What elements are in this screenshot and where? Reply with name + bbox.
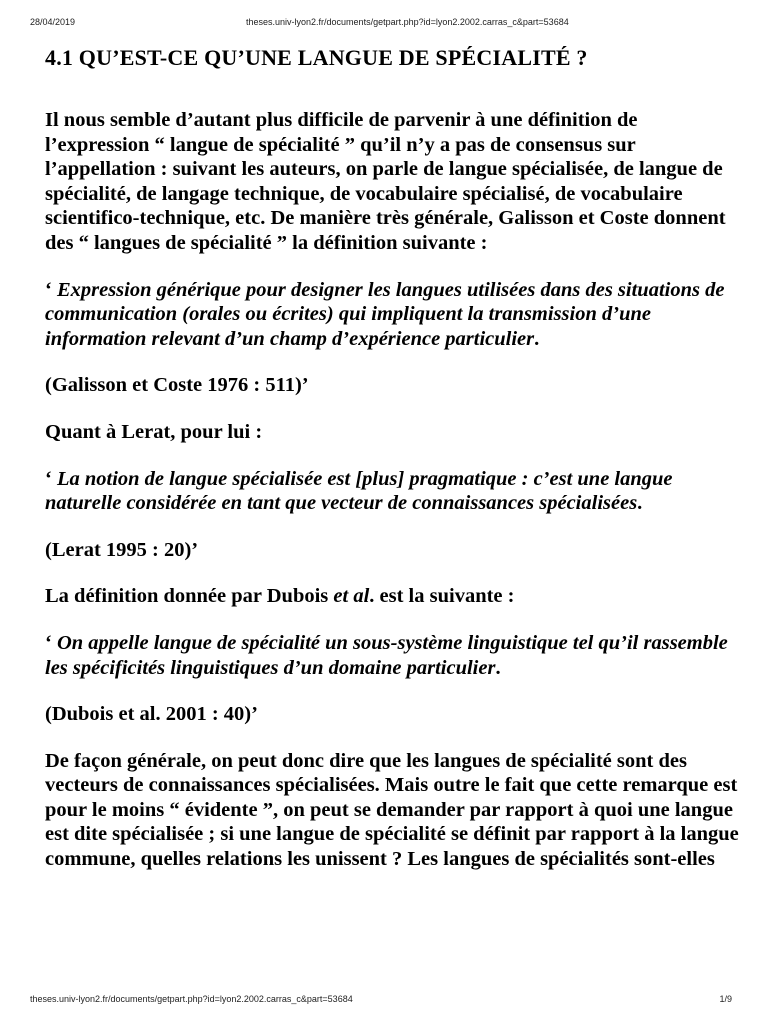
- quote-text: La notion de langue spécialisée est [plus] pragmatique : c’est une langue naturelle considérée en tant que vecteur de connaissances spécialisées: [45, 467, 673, 515]
- paragraph-dubois: [45, 584, 745, 609]
- citation-galisson: (Galisson et Coste 1976 : 511)’: [45, 374, 309, 397]
- paragraph-lerat: Quant à Lerat, pour lui :: [45, 420, 263, 443]
- quote-end: .: [534, 327, 540, 350]
- section-heading: 4.1 QU’EST-CE QU’UNE LANGUE DE SPÉCIALITÉ ?: [45, 45, 588, 70]
- text-after: . est la suivante :: [369, 585, 515, 608]
- print-header-url: theses.univ-lyon2.fr/documents/getpart.php?id=lyon2.2002.carras_c&part=53684: [246, 17, 569, 27]
- document-content: [45, 38, 745, 894]
- print-footer-url: theses.univ-lyon2.fr/documents/getpart.php?id=lyon2.2002.carras_c&part=53684: [30, 994, 353, 1004]
- quote-dubois: [45, 631, 745, 680]
- quote-lerat: [45, 467, 745, 516]
- print-date: 28/04/2019: [30, 17, 76, 27]
- citation-lerat: (Lerat 1995 : 20)’: [45, 538, 199, 561]
- page-number: 1/9: [719, 994, 732, 1004]
- quote-open-mark: ‘: [45, 631, 52, 654]
- quote-end: .: [495, 656, 501, 679]
- quote-text: On appelle langue de spécialité un sous-système linguistique tel qu’il rassemble les spécificités linguistiques d’un domaine particulier: [45, 631, 728, 679]
- print-header: [30, 17, 732, 31]
- print-footer: [30, 994, 732, 1008]
- text-before: La définition donnée par Dubois: [45, 585, 334, 608]
- citation-dubois: (Dubois et al. 2001 : 40)’: [45, 703, 258, 726]
- paragraph-conclusion: De façon générale, on peut donc dire que les langues de spécialité sont des vecteurs de connaissances spécialisées. Mais outre le fait que cette remarque est pour le moins “ évidente ”, on peut se demander par rapport à quoi une langue est dite spécialisée ; si une langue de spécialité se définit par rapport à la langue commune, quelles relations les unissent ? Les langues de spécialités sont-elles: [45, 749, 739, 871]
- quote-open-mark: ‘: [45, 467, 52, 490]
- quote-galisson: [45, 278, 745, 352]
- text-italic: et al: [333, 585, 370, 608]
- paragraph-intro: Il nous semble d’autant plus difficile de parvenir à une définition de l’expression “ langue de spécialité ” qu’il n’y a pas de consensus sur l’appellation : suivant les auteurs, on parle de langue spécialisée, de langue de spécialité, de langage technique, de vocabulaire spécialisé, de vocabulaire scientifico-technique, etc. De manière très générale, Galisson et Coste donnent des “ langues de spécialité ” la définition suivante :: [45, 109, 726, 254]
- quote-open-mark: ‘: [45, 278, 52, 301]
- quote-text: Expression générique pour designer les langues utilisées dans des situations de communication (orales ou écrites) qui impliquent la transmission d’une information relevant d’un champ d’expérience particulier: [45, 278, 725, 350]
- quote-end: .: [637, 492, 643, 515]
